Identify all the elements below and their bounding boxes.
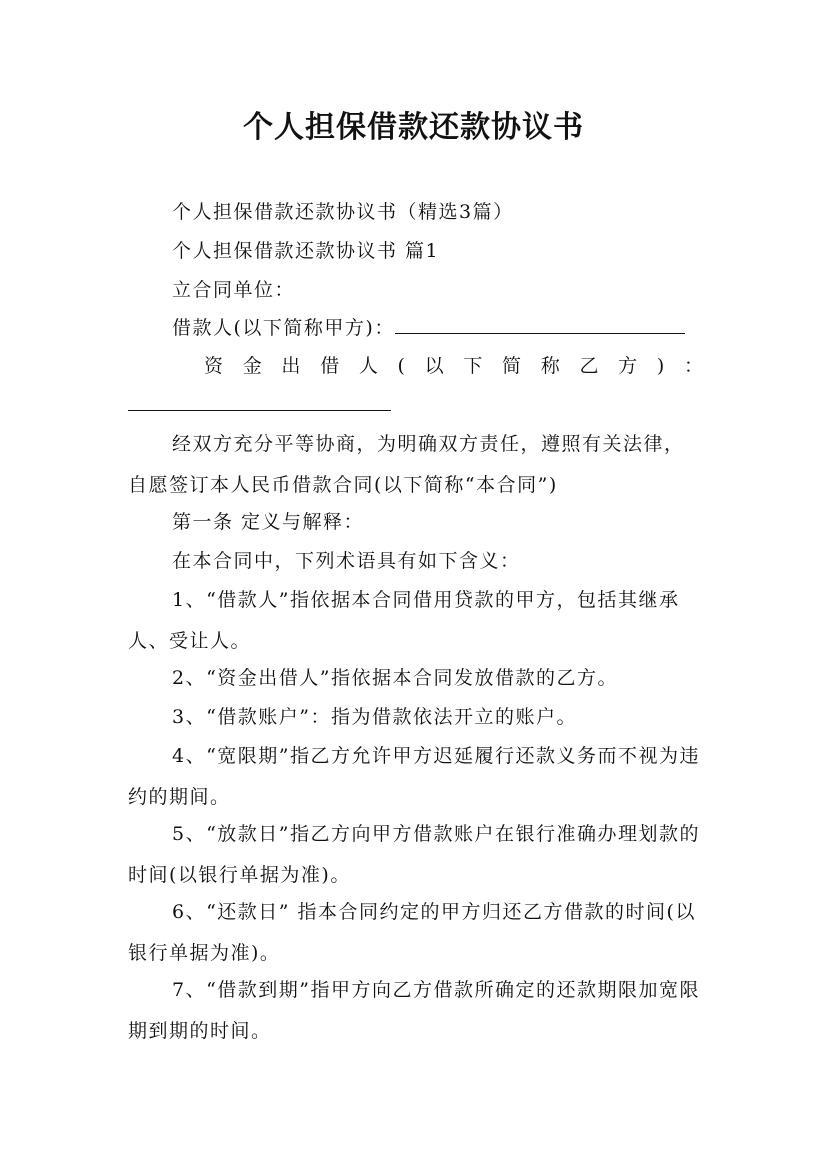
- definition-7: 7、“借款到期”指甲方向乙方借款所确定的还款期限加宽限期到期的时间。: [128, 979, 701, 1042]
- document-title: 个人担保借款还款协议书: [243, 110, 584, 145]
- definition-2: 2、“资金出借人”指依据本合同发放借款的乙方。: [172, 667, 619, 689]
- subtitle-line: 个人担保借款还款协议书（精选3篇）: [172, 201, 514, 223]
- lender-char: 以: [424, 355, 444, 377]
- article-1-heading: 第一条 定义与解释：: [172, 511, 365, 533]
- definition-5: 5、“放款日”指乙方向甲方借款账户在银行准确办理划款的时间(以银行单据为准)。: [128, 823, 701, 886]
- definition-4: 4、“宽限期”指乙方允许甲方迟延履行还款义务而不视为违约的期间。: [128, 745, 701, 808]
- borrower-label: 借款人(以下简称甲方)：: [172, 317, 395, 339]
- lender-char: 人: [358, 355, 378, 377]
- terms-intro: 在本合同中，下列术语具有如下含义：: [172, 550, 521, 572]
- lender-char: 乙: [579, 355, 599, 377]
- borrower-blank: [395, 315, 685, 334]
- lender-char: 方: [618, 355, 638, 377]
- definition-6: 6、“还款日” 指本合同约定的甲方归还乙方借款的时间(以银行单据为准)。: [128, 901, 696, 964]
- borrower-line: [128, 308, 703, 349]
- lender-char: ：: [683, 355, 703, 377]
- intro-paragraph: 经双方充分平等协商，为明确双方责任，遵照有关法律，自愿签订本人民币借款合同(以下简称“本合同”): [128, 433, 685, 496]
- lender-char: 出: [281, 355, 301, 377]
- lender-char: (: [397, 355, 405, 377]
- lender-line: [128, 346, 703, 387]
- contract-parties-label: 立合同单位：: [172, 279, 296, 301]
- lender-char: 称: [540, 355, 560, 377]
- lender-char: 借: [320, 355, 340, 377]
- lender-char: ): [656, 355, 665, 377]
- lender-char: 下: [463, 355, 483, 377]
- lender-char: 简: [502, 355, 522, 377]
- definition-1: 1、“借款人”指依据本合同借用贷款的甲方，包括其继承人、受让人。: [128, 589, 680, 652]
- definition-3: 3、“借款账户”：指为借款依法开立的账户。: [172, 706, 578, 728]
- part-heading: 个人担保借款还款协议书 篇1: [172, 240, 440, 262]
- lender-char: 资: [204, 355, 224, 377]
- lender-char: 金: [242, 355, 262, 377]
- lender-blank: [128, 410, 391, 411]
